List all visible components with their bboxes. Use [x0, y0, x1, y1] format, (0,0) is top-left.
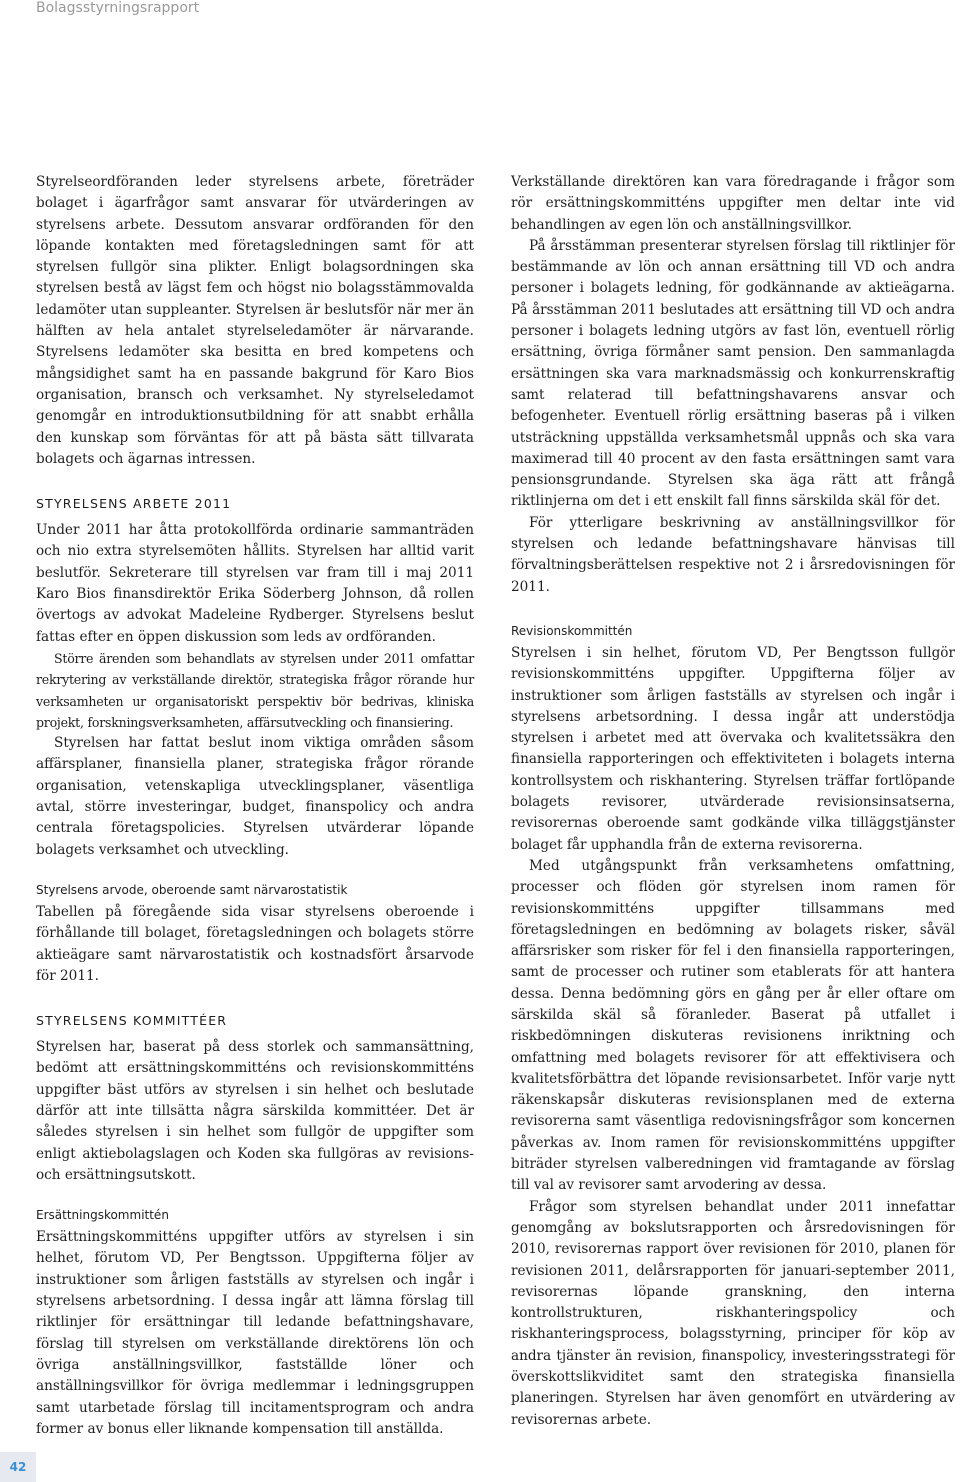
paragraph-audit-committee: Styrelsen i sin helhet, förutom VD, Per Bengtsson fullgör revisionskommitténs uppgifter. Uppgifterna följer av instruktioner som årligen fastställs av styrelsen och ingår i styrelsens arbetsordning. I dessa ingår att understödja styrelsen i arbetet med att övervaka och kvalitetssäkra den finansiella rapporteringen och effektiviteten i bolagets interna kontrollsystem och riskhantering. Styrelsen träffar fortlöpande bolagets revisorer, utvärderade revisionsinsatserna, revisorernas oberoende samt godkände vilka tilläggstjänster bolaget får upphandla från de externa revisorerna.	[511, 644, 955, 853]
paragraph-major-matters: Större ärenden som behandlats av styrelsen under 2011 omfattar rekrytering av verkställande direktör, strategiska frågor rörande hur verksamheten ur organisatoriskt perspektiv bör bedrivas, kliniska projekt, forskningsverksamheten, affärsutveckling och finansiering.	[36, 650, 474, 730]
paragraph-board-meetings: Under 2011 har åtta protokollförda ordinarie sammanträden och nio extra styrelsemöten hållits. Styrelsen har alltid varit beslutför. Sekreterare till styrelsen var fram till i maj 2011 Karo Bios finansdirektör Erika Söderberg Johnson, då rollen övertogs av advokat Madeleine Rydberger. Styrelsens beslut fattas efter en öppen diskussion som leds av ordföranden.	[36, 522, 474, 645]
right-column	[511, 172, 955, 1431]
paragraph-committees: Styrelsen har, baserat på dess storlek och sammansättning, bedömt att ersättningskommitténs och revisionskommitténs uppgifter bäst utförs av styrelsen i sin helhet och beslutade därför att inte tillsätta några särskilda kommittéer. Det är således styrelsen i sin helhet som fullgör de uppgifter som enligt aktiebolagslagen och Koden ska fullgöras av revisions- och ersättningsutskott.	[36, 1039, 474, 1183]
page-number: 42	[0, 1452, 36, 1482]
paragraph-remuneration-committee: Ersättningskommitténs uppgifter utförs av styrelsen i sin helhet, förutom VD, Per Bengtsson. Uppgifterna följer av instruktioner som årligen fastställs av styrelsen och ingår i styrelsens arbetsordning. I dessa ingår att lämna förslag till riktlinjer för ersättningar till ledande befattningshavare, förslag till styrelsen om verkställande direktörens lön och övriga anställningsvillkor, fastställde löner och anställningsvillkor för övriga medlemmar i ledningsgruppen samt utarbetade förslag till incitamentsprogram och andra former av bonus eller liknande kompensation till anställda.	[36, 1229, 474, 1437]
paragraph-ceo-presenter: Verkställande direktören kan vara föredragande i frågor som rör ersättningskommitténs uppgifter men deltar inte vid behandlingen av egen lön och anställningsvillkor.	[511, 174, 955, 233]
heading-board-work-2011: STYRELSENS ARBETE 2011	[36, 496, 232, 512]
paragraph-further-description: För ytterligare beskrivning av anställningsvillkor för styrelsen och ledande befattningshavare hänvisas till förvaltningsberättelsen respektive not 2 i årsredovisningen för 2011.	[511, 514, 955, 595]
left-column	[36, 172, 474, 1440]
running-header: Bolagsstyrningsrapport	[36, 0, 200, 16]
heading-remuneration-committee: Ersättningskommittén	[36, 1208, 169, 1223]
paragraph-risk-assessment: Med utgångspunkt från verksamhetens omfattning, processer och flöden gör styrelsen inom ramen för revisionskommitténs uppgifter tillsammans med företagsledningen en bedömning av bolagets risker, såväl affärsrisker som risker för fel i den finansiella rapporteringen, samt de processer och rutiner som etablerats för att hantera dessa. Denna bedömning görs en gång per år eller oftare om särskilda skäl så föranleder. Baserat på utfallet i riskbedömningen diskuteras revisionens inriktning och omfattning med bolagets revisorer för att effektivisera och kvalitetsförbättra det löpande revisionsarbetet. Inför varje nytt räkenskapsår diskuteras revisionsplanen med de externa revisorerna samt väsentliga redovisningsfrågor som koncernen påverkas av. Inom ramen för revisionskommitténs uppgifter biträder styrelsen valberedningen vid framtagande av förslag till val av revisorer samt arvodering av dessa.	[511, 857, 955, 1194]
heading-board-fees: Styrelsens arvode, oberoende samt närvarostatistik	[36, 882, 348, 897]
paragraph-board-decisions: Styrelsen har fattat beslut inom viktiga områden såsom affärsplaner, finansiella planer, strategiska frågor rörande organisation, vetenskapliga utvecklingsplaner, väsentliga avtal, större investeringar, budget, finanspolicy och andra centrala företagspolicies. Styrelsen utvärderar löpande bolagets verksamhet och utveckling.	[36, 735, 474, 858]
paragraph-board-fees: Tabellen på föregående sida visar styrelsens oberoende i förhållande till bolaget, företagsledningen och bolagets större aktieägare samt närvarostatistik och kostnadsfört årsarvode för 2011.	[36, 903, 474, 984]
paragraph-audit-matters-2011: Frågor som styrelsen behandlat under 2011 innefattar genomgång av bokslutsrapporten och årsredovisningen för 2010, revisorernas rapport över revisionen för 2010, planen för revisionen 2011, delårsrapporten för januari-september 2011, revisorernas löpande granskning, den interna kontrollstrukturen, riskhanteringspolicy och riskhanteringsprocess, bolagsstyrning, principer för köp av andra tjänster än revision, finanspolicy, investeringsstrategi för överskottslikviditet samt den strategiska finansiella planeringen. Styrelsen har även genomfört en utvärdering av revisorernas arbete.	[511, 1198, 955, 1428]
paragraph-remuneration-guidelines: På årsstämman presenterar styrelsen förslag till riktlinjer för bestämmande av lön och annan ersättning till VD och andra personer i bolagets ledning, för godkännande av aktieägarna. På årsstämman 2011 beslutades att ersättning till VD och andra personer i bolagets ledning utgörs av fast lön, eventuell rörlig ersättning, övriga förmåner samt pension. Den sammanlagda ersättningen ska vara marknadsmässig och konkurrenskraftig samt relaterad till befattningshavarens ansvar och befogenheter. Eventuell rörlig ersättning baseras på i vilken utsträckning uppställda verksamhetsmål uppnås och ska vara maximerad till 40 procent av den fasta ersättningen samt vara pensionsgrundande. Styrelsen ska äga rätt att frångå riktlinjerna om det i ett enskilt fall finns särskilda skäl för det.	[511, 237, 955, 510]
paragraph-chair-duties: Styrelseordföranden leder styrelsens arbete, företräder bolaget i ägarfrågor samt ansvarar för utvärderingen av styrelsens arbete. Dessutom ansvarar ordföranden för den löpande kontakten med företagsledningen samt för att styrelsen fullgör sina plikter. Enligt bolagsordningen ska styrelsen bestå av lägst fem och högst nio bolagsstämmovalda ledamöter utan suppleanter. Styrelsen är beslutsför när mer än hälften av hela antalet styrelseledamöter är närvarande. Styrelsens ledamöter ska besitta en bred kompetens och mångsidighet samt ha en passande bakgrund för Karo Bios organisation, bransch och verksamhet. Ny styrelseledamot genomgår en introduktionsutbildning för att snabbt erhålla den kunskap som förväntas för att på bästa sätt tillvarata bolagets och ägarnas intressen.	[36, 174, 474, 467]
heading-audit-committee: Revisionskommittén	[511, 623, 633, 638]
heading-board-committees: STYRELSENS KOMMITTÉER	[36, 1013, 228, 1029]
